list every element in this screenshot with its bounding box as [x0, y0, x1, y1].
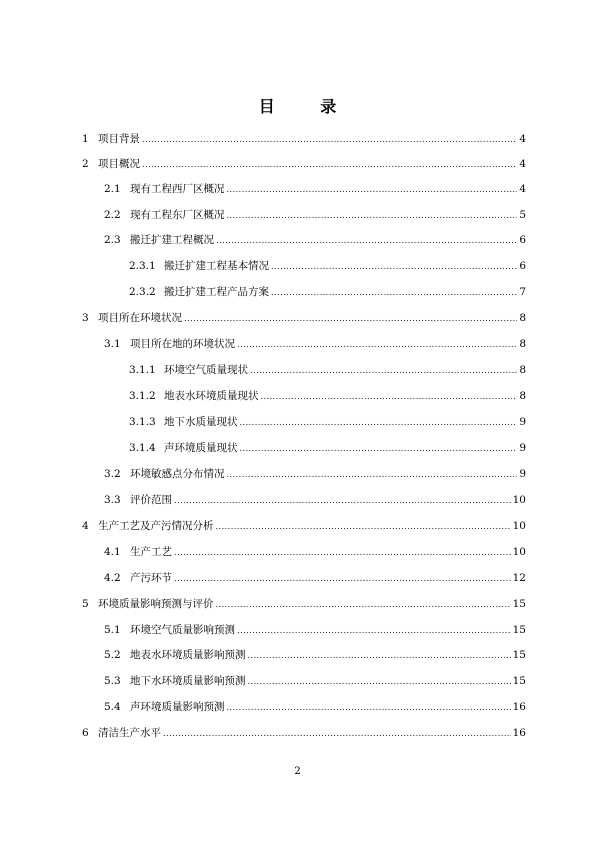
- toc-entry-number: 3.1.2: [129, 390, 156, 402]
- toc-leader: [250, 363, 517, 379]
- toc-entry-title: 环境敏感点分布情况: [130, 468, 225, 480]
- toc-entry[interactable]: [0, 673, 595, 689]
- toc-entry-page: 4: [519, 183, 526, 195]
- toc-leader: [248, 674, 511, 690]
- toc-entry-title: 地表水环境质量现状: [164, 390, 259, 402]
- toc-entry-title: 清洁生产水平: [98, 727, 161, 739]
- toc-entry-number: 4: [82, 520, 89, 532]
- toc-entry-number: 2.1: [104, 183, 121, 195]
- toc-entry[interactable]: [0, 518, 595, 534]
- page-title: 目 录: [258, 97, 357, 116]
- toc-leader: [240, 441, 518, 457]
- toc-leader: [184, 311, 517, 327]
- toc-leader: [227, 182, 518, 198]
- toc-entry-number: 5.2: [104, 649, 121, 661]
- toc-entry-title: 搬迁扩建工程产品方案: [164, 286, 269, 298]
- toc-entry-number: 5: [82, 598, 89, 610]
- toc-entry-page: 15: [512, 624, 526, 636]
- toc-entry-page: 4: [519, 133, 526, 145]
- toc-entry-title: 项目概况: [98, 158, 140, 170]
- toc-entry[interactable]: [0, 181, 595, 197]
- toc-entry[interactable]: [0, 284, 595, 300]
- toc-entry-number: 2.3: [104, 234, 121, 246]
- toc-entry[interactable]: [0, 414, 595, 430]
- toc-entry-page: 10: [512, 494, 526, 506]
- toc-entry-page: 4: [519, 158, 526, 170]
- toc-leader: [174, 493, 511, 509]
- toc-entry[interactable]: [0, 596, 595, 612]
- toc-entry-title: 项目所在环境状况: [98, 312, 182, 324]
- toc-entry-title: 项目所在地的环境状况: [130, 338, 235, 350]
- toc-entry[interactable]: [0, 647, 595, 663]
- toc-entry-page: 9: [519, 416, 526, 428]
- toc-entry-page: 8: [519, 338, 526, 350]
- toc-entry-page: 12: [512, 572, 526, 584]
- toc-entry-number: 3: [82, 312, 89, 324]
- toc-entry-title: 声环境质量影响预测: [130, 701, 225, 713]
- toc-entry[interactable]: [0, 466, 595, 482]
- toc-leader: [142, 157, 517, 173]
- toc-entry[interactable]: [0, 131, 595, 147]
- toc-entry-title: 评价范围: [130, 494, 172, 506]
- toc-entry-title: 环境空气质量影响预测: [130, 624, 235, 636]
- toc-entry[interactable]: [0, 725, 595, 741]
- toc-entry-number: 6: [82, 727, 89, 739]
- toc-entry[interactable]: [0, 699, 595, 715]
- toc-entry-title: 环境空气质量现状: [164, 364, 248, 376]
- toc-entry-page: 16: [512, 727, 526, 739]
- toc-entry-title: 环境质量影响预测与评价: [98, 598, 214, 610]
- toc-entry-page: 16: [512, 701, 526, 713]
- toc-entry-page: 10: [512, 520, 526, 532]
- toc-entry[interactable]: [0, 440, 595, 456]
- toc-entry-title: 产污环节: [130, 572, 172, 584]
- toc-entry-number: 3.1.3: [129, 416, 156, 428]
- toc-entry-title: 搬迁扩建工程基本情况: [164, 260, 269, 272]
- toc-leader: [261, 389, 518, 405]
- toc-entry-number: 2: [82, 158, 89, 170]
- toc-entry-number: 3.1: [104, 338, 121, 350]
- toc-entry[interactable]: [0, 362, 595, 378]
- toc-entry[interactable]: [0, 570, 595, 586]
- toc-entry-page: 15: [512, 598, 526, 610]
- toc-entry[interactable]: [0, 156, 595, 172]
- toc-leader: [271, 259, 517, 275]
- toc-entry-title: 现有工程西厂区概况: [130, 183, 225, 195]
- toc-leader: [216, 519, 511, 535]
- toc-entry-page: 6: [519, 234, 526, 246]
- toc-entry[interactable]: [0, 232, 595, 248]
- toc-entry-title: 地下水环境质量影响预测: [130, 675, 246, 687]
- toc-entry-title: 生产工艺: [130, 546, 172, 558]
- toc-leader: [227, 700, 511, 716]
- toc-entry[interactable]: [0, 207, 595, 223]
- toc-leader: [240, 415, 518, 431]
- toc-entry[interactable]: [0, 388, 595, 404]
- toc-entry-title: 声环境质量现状: [164, 442, 238, 454]
- toc-leader: [216, 233, 517, 249]
- toc-entry-title: 地下水质量现状: [164, 416, 238, 428]
- toc-entry-number: 4.1: [104, 546, 121, 558]
- toc-entry-page: 8: [519, 390, 526, 402]
- toc-leader: [216, 597, 511, 613]
- toc-entry[interactable]: [0, 310, 595, 326]
- toc-entry-number: 5.1: [104, 624, 121, 636]
- toc-entry-title: 搬迁扩建工程概况: [130, 234, 214, 246]
- toc-leader: [174, 571, 511, 587]
- toc-entry-page: 8: [519, 364, 526, 376]
- toc-entry-page: 8: [519, 312, 526, 324]
- toc-leader: [163, 726, 511, 742]
- toc-entry-title: 项目背景: [98, 133, 140, 145]
- toc-leader: [227, 208, 518, 224]
- toc-entry-number: 4.2: [104, 572, 121, 584]
- toc-entry-number: 1: [82, 133, 89, 145]
- toc-entry-title: 地表水环境质量影响预测: [130, 649, 246, 661]
- toc-entry-page: 7: [519, 286, 526, 298]
- toc-entry-page: 15: [512, 675, 526, 687]
- toc-leader: [227, 467, 518, 483]
- page-number: 2: [294, 766, 301, 777]
- toc-leader: [237, 623, 511, 639]
- toc-leader: [271, 285, 517, 301]
- toc-leader: [237, 337, 517, 353]
- toc-entry-title: 现有工程东厂区概况: [130, 209, 225, 221]
- toc-entry-number: 5.3: [104, 675, 121, 687]
- toc-entry-title: 生产工艺及产污情况分析: [98, 520, 214, 532]
- toc-entry-number: 3.3: [104, 494, 121, 506]
- toc-entry-page: 9: [519, 468, 526, 480]
- toc-leader: [174, 545, 511, 561]
- toc-entry-number: 5.4: [104, 701, 121, 713]
- toc-entry-number: 3.1.1: [129, 364, 156, 376]
- toc-entry-page: 15: [512, 649, 526, 661]
- toc-entry[interactable]: [0, 622, 595, 638]
- toc-entry-page: 9: [519, 442, 526, 454]
- toc-entry[interactable]: [0, 492, 595, 508]
- toc-entry-number: 3.1.4: [129, 442, 156, 454]
- toc-entry-number: 2.3.1: [129, 260, 156, 272]
- toc-entry[interactable]: [0, 258, 595, 274]
- toc-leader: [142, 132, 517, 148]
- toc-entry-page: 10: [512, 546, 526, 558]
- toc-entry-number: 2.3.2: [129, 286, 156, 298]
- toc-entry[interactable]: [0, 336, 595, 352]
- toc-entry-number: 2.2: [104, 209, 121, 221]
- toc-entry-page: 6: [519, 260, 526, 272]
- toc-leader: [248, 648, 511, 664]
- toc-entry-page: 5: [519, 209, 526, 221]
- toc-entry-number: 3.2: [104, 468, 121, 480]
- toc-entry[interactable]: [0, 544, 595, 560]
